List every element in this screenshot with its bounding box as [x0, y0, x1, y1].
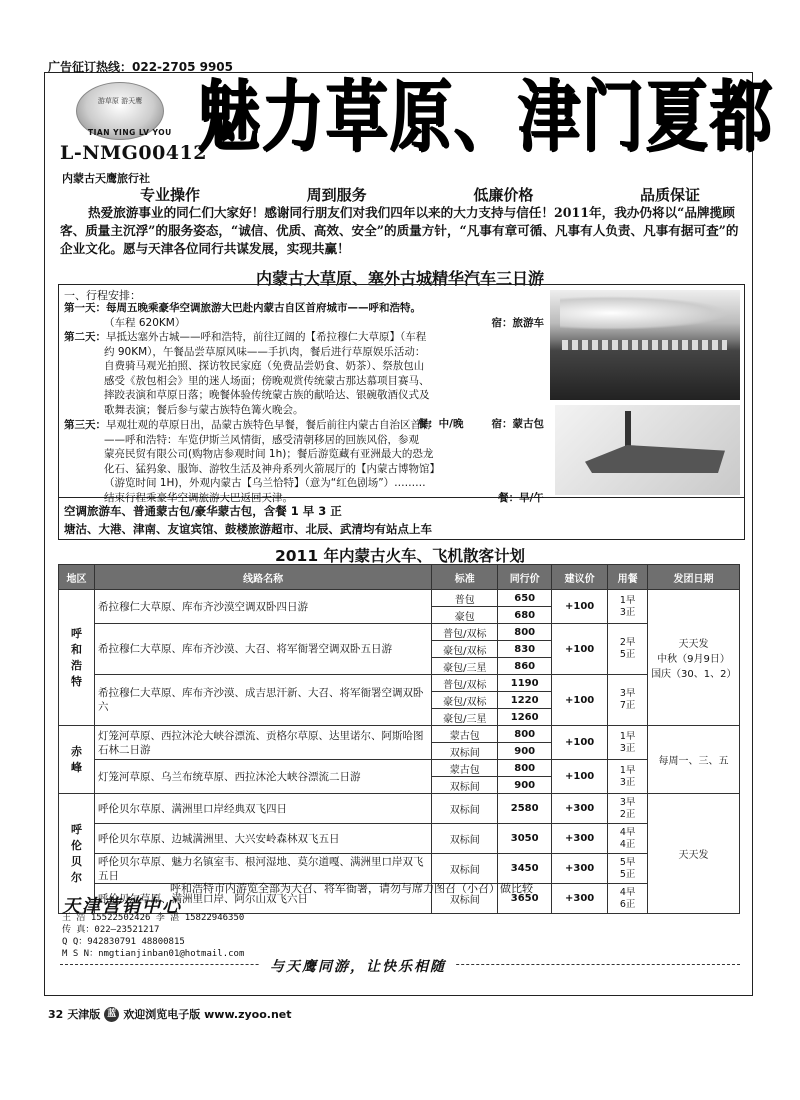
suggested-price: +100 [552, 726, 608, 760]
col-header: 线路名称 [94, 565, 431, 590]
contact-phones: 王 浩 15522502426 李 湛 15822946350 [62, 913, 245, 923]
day1-distance: （车程 620KM） [104, 316, 186, 329]
standard: 蒙古包 [432, 760, 498, 777]
col-header: 地区 [59, 565, 95, 590]
standard: 双标间 [432, 777, 498, 794]
day1-text: 每周五晚乘豪华空调旅游大巴赴内蒙古自区首府城市——呼和浩特。 [106, 302, 421, 314]
table-row [59, 824, 740, 854]
day-label: 第一天： [64, 302, 106, 314]
peer-price: 1190 [498, 675, 552, 692]
standard: 豪包 [432, 607, 498, 624]
day2-line: 自费骑马观光拍照、探访牧民家庭（免费品尝奶食、奶茶）、祭敖包山 [104, 360, 425, 372]
col-header: 发团日期 [648, 565, 740, 590]
day3-line: 蒙亮民贸有限公司(购物店参观时间 1h)；餐后游览藏有亚洲最大的恐龙 [104, 448, 434, 460]
itinerary-notes [64, 502, 432, 538]
standard: 豪包/双标 [432, 692, 498, 709]
route-name: 希拉穆仁大草原、库布齐沙漠、大召、将军衙署空调双卧五日游 [94, 624, 431, 675]
logo-ring-text: 游草原 游天鹰 [97, 97, 143, 105]
meals: 2早 5正 [608, 624, 648, 675]
yurt-row-shape [562, 340, 727, 350]
route-name: 希拉穆仁大草原、库布齐沙漠、成吉思汗新、大召、将军衙署空调双卧六 [94, 675, 431, 726]
region-cell: 呼伦贝尔 [59, 794, 95, 914]
route-name: 灯笼河草原、乌兰布统草原、西拉沐沦大峡谷漂流二日游 [94, 760, 431, 794]
day3 [64, 418, 544, 505]
standard: 普包 [432, 590, 498, 607]
day2-meals: 餐：中/晚 [417, 418, 464, 430]
peer-price: 1260 [498, 709, 552, 726]
building-shape [585, 445, 725, 473]
slogan: 专业操作 [140, 186, 201, 204]
tagline: 与天鹰同游，让快乐相随 [260, 956, 456, 976]
day3-line: 早观壮观的草原日出，品蒙古族特色早餐，餐后前往内蒙古自治区首府 [106, 419, 432, 431]
meals: 4早 6正 [608, 884, 648, 914]
suggested-price: +100 [552, 675, 608, 726]
table-footnote: 呼和浩特市内游览全部为大召、将军衙署，请勿与席力图召（小召）做比较 [170, 882, 533, 895]
day2-line: 摔跤表演和草原日落；晚餐体验传统蒙古族的献哈达、银碗敬酒仪式及 [104, 389, 430, 401]
standard: 豪包/双标 [432, 641, 498, 658]
table-row [59, 794, 740, 824]
standard: 双标间 [432, 824, 498, 854]
day3-line: 化石、猛犸象、服饰、游牧生活及神舟系列火箭展厅的【内蒙古博物馆】 [104, 462, 440, 475]
standard: 普包/双标 [432, 675, 498, 692]
meals: 3早 7正 [608, 675, 648, 726]
ad-hotline: 广告征订热线：022-2705 9905 [48, 60, 234, 74]
standard: 豪包/三星 [432, 658, 498, 675]
slogans [140, 184, 700, 205]
region-cell: 赤峰 [59, 726, 95, 794]
sales-center-title: 天津营销中心 [62, 896, 182, 917]
meals: 1早 3正 [608, 760, 648, 794]
table-row [59, 624, 740, 641]
day3-line: （游览时间 1H)，外观内蒙古【乌兰恰特】（意为“红色剧场”）……… [104, 477, 426, 489]
day2-line: 约 90KM），午餐品尝草原风味——手扒肉，餐后进行草原娱乐活动： [104, 345, 426, 358]
peer-price: 650 [498, 590, 552, 607]
museum-photo [555, 405, 740, 495]
col-header: 建议价 [552, 565, 608, 590]
col-header: 用餐 [608, 565, 648, 590]
license-number: L-NMG00412 [60, 142, 207, 164]
standard: 双标间 [432, 854, 498, 884]
meals: 1早 3正 [608, 726, 648, 760]
peer-price: 800 [498, 624, 552, 641]
region-cell: 呼和浩特 [59, 590, 95, 726]
peer-price: 2580 [498, 794, 552, 824]
day1 [64, 301, 544, 330]
table-row [59, 675, 740, 692]
day2-lodging: 宿：蒙古包 [491, 418, 544, 430]
table-header [59, 565, 740, 590]
standard: 豪包/三星 [432, 709, 498, 726]
tour-plan-table [58, 564, 740, 914]
logo-english: TIAN YING LV YOU [88, 128, 172, 137]
day-label: 第二天： [64, 331, 106, 343]
depart-date: 天天发 中秋（9月9日） 国庆（30、1、2） [648, 590, 740, 726]
table-row [59, 760, 740, 777]
page-footer [48, 1006, 292, 1022]
meals: 3早 2正 [608, 794, 648, 824]
standard: 双标间 [432, 884, 498, 914]
route-name: 灯笼河草原、西拉沐沦大峡谷漂流、贡格尔草原、达里诺尔、阿斯哈图石林二日游 [94, 726, 431, 760]
standard: 双标间 [432, 743, 498, 760]
peer-price: 800 [498, 726, 552, 743]
suggested-price: +300 [552, 824, 608, 854]
day2-line: 早抵达塞外古城——呼和浩特，前往辽阔的【希拉穆仁大草原】（车程 [106, 331, 427, 343]
day2 [64, 330, 544, 432]
contact-info [62, 912, 244, 960]
grassland-photo [550, 290, 740, 400]
suggested-price: +300 [552, 794, 608, 824]
suggested-price: +300 [552, 884, 608, 914]
contact-msn: M S N：nmgtianjinban01@hotmail.com [62, 949, 245, 959]
col-header: 同行价 [498, 565, 552, 590]
peer-price: 3650 [498, 884, 552, 914]
headline: 魅力草原、津门夏都 [198, 70, 775, 162]
suggested-price: +100 [552, 760, 608, 794]
slogan: 周到服务 [306, 186, 367, 204]
day2-line: 感受《敖包相会》里的迷人场面；傍晚观赏传统蒙古那达慕项目赛马、 [104, 374, 430, 387]
intro-paragraph: 热爱旅游事业的同仁们大家好！感谢同行朋友们对我们四年以来的大力支持与信任！2011年，我办仍将以“品牌揽顾客、质量主沉浮”的服务姿态，“诚信、优质、高效、安全”的质量方针，“凡事有章可循、凡事有人负责、凡事有据可查”的企业文化。愿与天津各位同行共谋发展，实现共赢！ [60, 205, 739, 256]
day3-line: ——呼和浩特：车览伊斯兰风情街，感受清朝移居的回族风俗，参观 [104, 433, 419, 446]
standard: 蒙古包 [432, 726, 498, 743]
table-row [59, 854, 740, 884]
standard: 普包/双标 [432, 624, 498, 641]
edition-badge-icon: 蓝 [104, 1007, 119, 1022]
itinerary-heading: 一、行程安排： [64, 289, 141, 302]
website-link[interactable]: 欢迎浏览电子版 www.zyoo.net [123, 1008, 292, 1021]
route-name: 呼伦贝尔草原、魅力名镇室韦、根河湿地、莫尔道嘎、满洲里口岸双飞五日 [94, 854, 431, 884]
page-number: 32 [48, 1007, 64, 1021]
peer-price: 900 [498, 743, 552, 760]
suggested-price: +100 [552, 624, 608, 675]
plan-title: 2011 年内蒙古火车、飞机散客计划 [274, 547, 526, 565]
meals: 5早 5正 [608, 854, 648, 884]
contact-fax: 传 真：022—23521217 [62, 925, 160, 935]
route-name: 呼伦贝尔草原、满洲里口岸、阿尔山双飞六日 [94, 884, 431, 914]
suggested-price: +300 [552, 854, 608, 884]
route-name: 呼伦贝尔草原、边城满洲里、大兴安岭森林双飞五日 [94, 824, 431, 854]
depart-date: 天天发 [648, 794, 740, 914]
peer-price: 860 [498, 658, 552, 675]
peer-price: 900 [498, 777, 552, 794]
note-line: 塘沽、大港、津南、友谊宾馆、鼓楼旅游超市、北辰、武清均有站点上车 [64, 522, 432, 536]
meals: 1早 3正 [608, 590, 648, 624]
meals: 4早 4正 [608, 824, 648, 854]
peer-price: 3050 [498, 824, 552, 854]
slogan: 低廉价格 [473, 186, 534, 204]
day-label: 第三天： [64, 419, 106, 431]
peer-price: 1220 [498, 692, 552, 709]
cloud-shape [560, 296, 730, 330]
day3-line: 结束行程乘豪华空调旅游大巴返回天津。 [104, 491, 293, 504]
peer-price: 830 [498, 641, 552, 658]
peer-price: 3450 [498, 854, 552, 884]
day1-lodging: 宿：旅游车 [491, 316, 544, 329]
slogan: 品质保证 [639, 186, 700, 204]
peer-price: 800 [498, 760, 552, 777]
edition: 天津版 [67, 1008, 101, 1021]
col-header: 标准 [432, 565, 498, 590]
table-row [59, 590, 740, 607]
standard: 双标间 [432, 794, 498, 824]
tour-title: 内蒙古大草原、塞外古城精华汽车三日游 [255, 269, 544, 288]
agency-name: 内蒙古天鹰旅行社 [62, 172, 150, 185]
day2-line: 歌舞表演；餐后参与蒙古族特色篝火晚会。 [104, 403, 304, 416]
route-name: 希拉穆仁大草原、库布齐沙漠空调双卧四日游 [94, 590, 431, 624]
contact-qq: Q Q：942830791 48800815 [62, 937, 185, 947]
peer-price: 680 [498, 607, 552, 624]
note-line: 空调旅游车、普通蒙古包/豪华蒙古包，含餐 1 早 3 正 [64, 504, 342, 518]
day3-meals: 餐：早/午 [498, 491, 544, 504]
table-row [59, 726, 740, 743]
route-name: 呼伦贝尔草原、满洲里口岸经典双飞四日 [94, 794, 431, 824]
suggested-price: +100 [552, 590, 608, 624]
depart-date: 每周一、三、五 [648, 726, 740, 794]
